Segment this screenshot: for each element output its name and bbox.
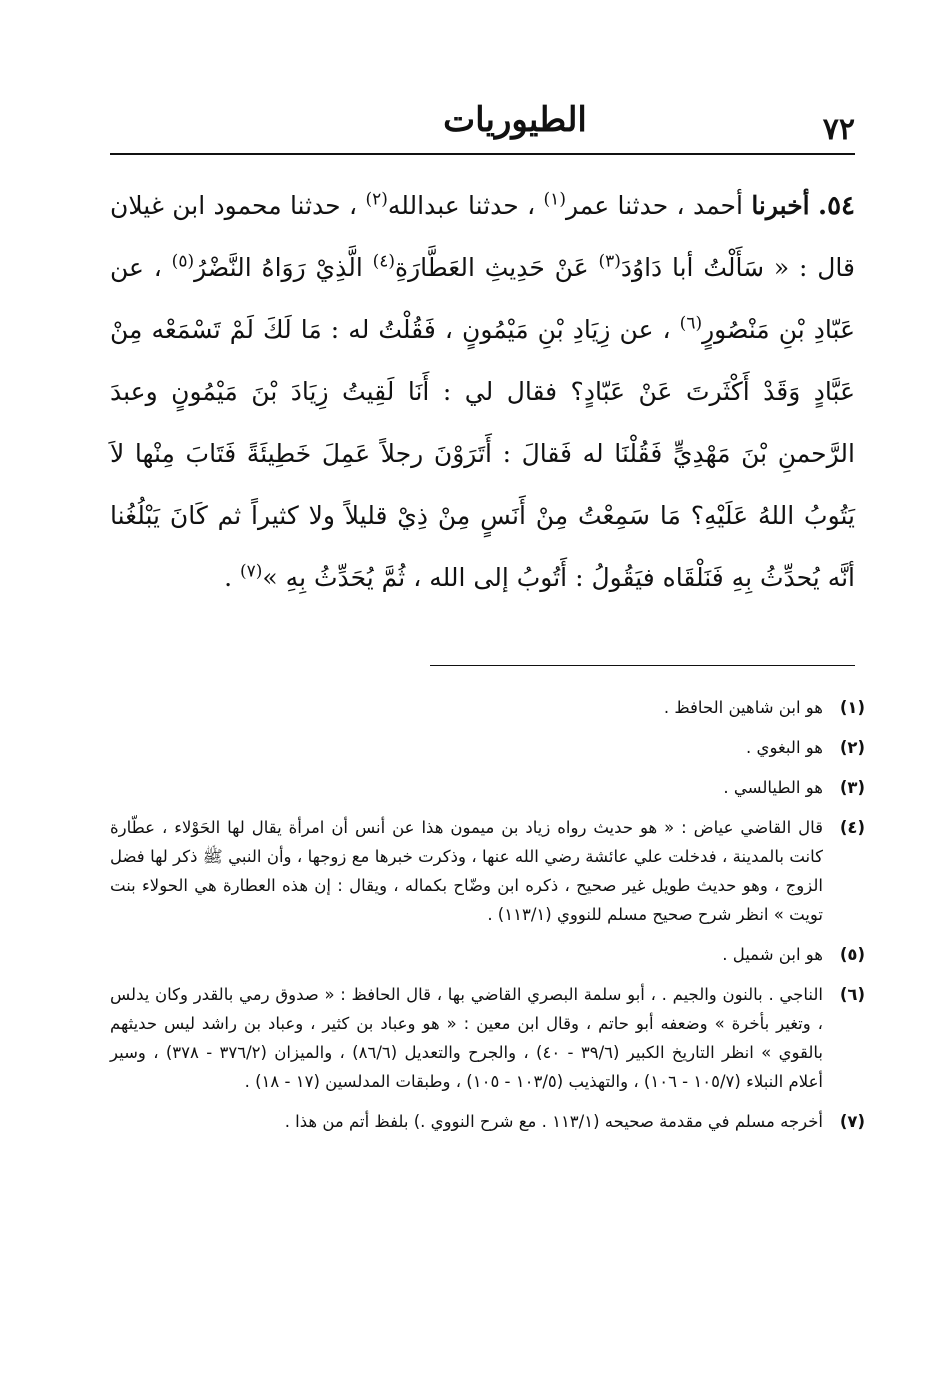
footnote-number: (٢) [839,738,865,757]
footnote-number: (٤) [839,818,865,837]
footnote [110,940,865,969]
page-number: ٧٢ [822,112,855,147]
footnote-text: قال القاضي عياض : « هو حديث رواه زياد بن ميمون هذا عن أنس أن امرأة يقال لها الحَوْلاء ، عطّارة كانت بالمدينة ، فدخلت علي عائشة رضي الله عنها ، وذكرت خبرها مع زوجها ، وأن النبي ﷺ ذكر لها فضل الزوج ، وهو حديث طويل غير صحيح ، ذكره ابن وضّاح بكماله ، ويقال : إن هذه العطارة هي الحولاء بنت تويت » انظر شرح صحيح مسلم للنووي (١١٣/١) . [110,818,823,924]
hadith-number: ٥٤. [818,191,856,221]
footnote [110,813,865,929]
hadith-segment: الَّذِيْ رَوَاهُ النَّضْرُ [194,253,373,282]
footnote-ref-7: (٧) [240,561,263,582]
hadith-segment: ، عن عَبّادِ بْنِ مَنْصُورٍ [110,253,856,344]
footnote [110,693,865,722]
footnote-ref-6: (٦) [679,313,703,334]
footnote-text: هو الطيالسي . [723,778,823,797]
footnote [110,773,865,802]
footnote-divider [430,665,855,666]
footnote [110,1107,865,1136]
hadith-segment: أحمد ، حدثنا عمر [565,191,752,220]
footnote-text: هو ابن شاهين الحافظ . [663,698,823,717]
footnote-ref-2: (٢) [365,189,388,210]
footnote [110,733,865,762]
footnote [110,980,865,1096]
footnote-ref-1: (١) [543,189,566,210]
hadith-text [110,175,855,609]
hadith-segment: . [224,563,240,592]
book-title: الطيوريات [443,100,587,140]
hadith-segment: ، حدثنا عبدالله [387,191,544,220]
footnote-number: (٦) [839,985,865,1004]
hadith-segment: ، حدثنا محمود ابن غيلان قال : « سَأَلْتُ أبا دَاوُدَ [110,191,855,282]
footnotes [110,693,865,1147]
footnote-ref-5: (٥) [171,251,195,272]
header-divider [110,153,855,155]
footnote-number: (٧) [839,1112,865,1131]
footnote-text: هو البغوي . [746,738,823,757]
footnote-number: (٣) [839,778,865,797]
footnote-text: أخرجه مسلم في مقدمة صحيحه (١١٣/١ . مع شرح النووي .) بلفظ أتم من هذا . [284,1112,823,1131]
hadith-segment: عَنْ حَدِيثِ العَطَّارَةِ [395,253,599,282]
hadith-lead-word: أخبرنا [751,191,810,220]
footnote-ref-3: (٣) [598,251,621,272]
footnote-number: (١) [839,698,865,717]
hadith-segment: ، عن زِيَادِ بْنِ مَيْمُونٍ ، فَقُلْتُ له : مَا لَكَ لَمْ تَسْمَعْه مِنْ عَبَّادٍ وَقَدْ أَكْثَرتَ عَنْ عَبّادٍ؟ فقال لي : أَنَا لَقِيتُ زِيَادَ بْنَ مَيْمُونٍ وعبدَ الرَّحمنِ بْنَ مَهْدِيٍّ فَقُلْنَا له فَقالَ : أَتَرَوْنَ رجلاً عَمِلَ خَطِيئَةً فَتَابَ مِنْها لاَ يَتُوبُ اللهُ عَلَيْهِ؟ مَا سَمِعْتُ مِنْ أَنَسٍ مِنْ ذِيْ قليلاً ولا كثيراً ثم كَانَ يَبْلُغُنا أنَّه يُحدِّثُ بِهِ فَنَلْقَاه فيَقُولُ : أَتُوبُ إلى الله ، ثُمَّ يُحَدِّثُ بِهِ » [110,315,855,592]
page-header [110,90,855,150]
footnote-number: (٥) [839,945,865,964]
footnote-text: الناجي . بالنون والجيم . ، أبو سلمة البصري القاضي بها ، قال الحافظ : « صدوق رمي بالقدر وكان يدلس ، وتغير بأخرة » وضعفه أبو حاتم ، وقال ابن معين : « هو وعباد بن كثير ، وعباد بن راشد ليس حديثهم بالقوي » انظر التاريخ الكبير (٣٩/٦ - ٤٠) ، والجرح والتعديل (٨٦/٦) ، والميزان (٣٧٦/٢ - ٣٧٨) ، وسير أعلام النبلاء (١٠٥/٧ - ١٠٦) ، والتهذيب (١٠٣/٥ - ١٠٥) ، وطبقات المدلسين (١٧ - ١٨) . [110,985,824,1091]
footnote-text: هو ابن شميل . [722,945,823,964]
footnote-ref-4: (٤) [372,251,396,272]
